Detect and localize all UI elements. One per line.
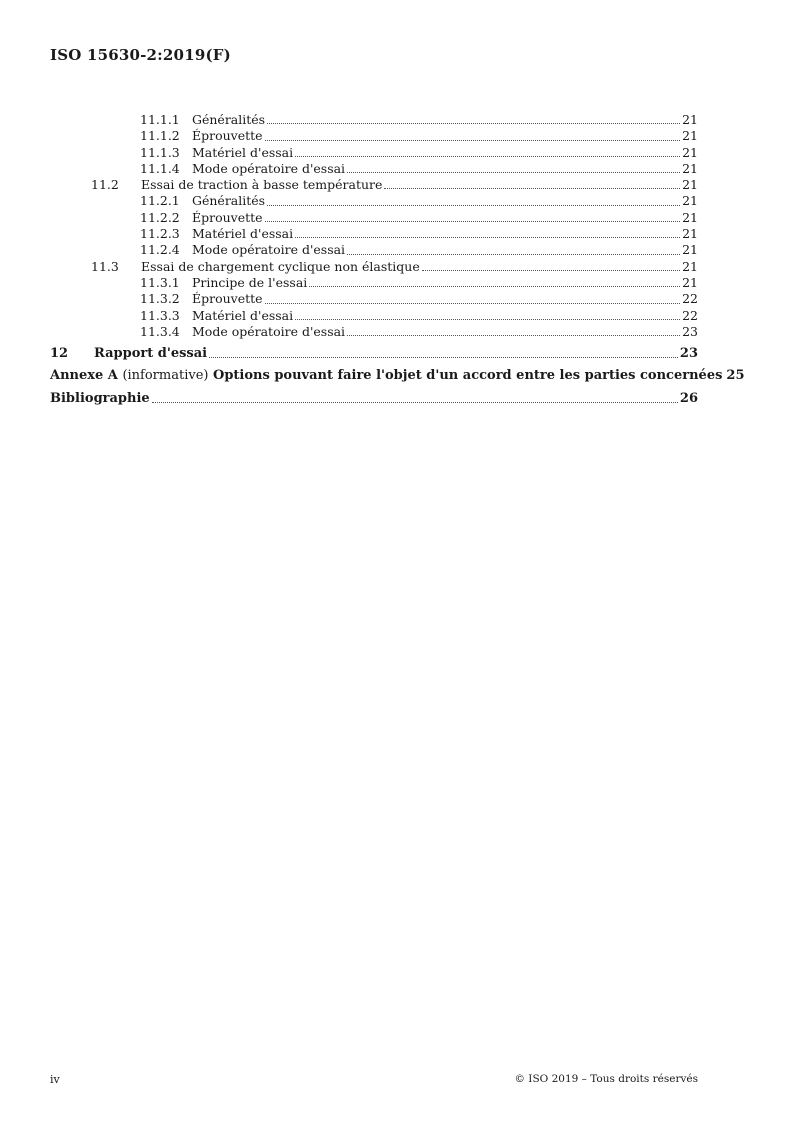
toc-entry-page: 23 [682, 323, 698, 339]
toc-entry-page: 25 [726, 368, 745, 384]
toc-leader-dots [347, 171, 680, 173]
toc-entry-page: 22 [682, 291, 698, 307]
toc-entry-annex-heading [50, 368, 722, 384]
annex-qualifier: (informative) [122, 368, 209, 384]
toc-leader-dots [309, 285, 680, 287]
toc-entry-page: 21 [682, 258, 698, 274]
toc-entry[interactable] [50, 242, 698, 258]
toc-entry-page: 21 [682, 128, 698, 144]
toc-entry-title: Généralités [192, 193, 266, 209]
toc-entry-bibliography[interactable] [50, 391, 698, 407]
toc-entry-number: 11.2.3 [140, 226, 180, 242]
toc-entry[interactable] [50, 128, 698, 144]
toc-entry-page: 21 [682, 112, 698, 127]
toc-entry[interactable] [50, 161, 698, 177]
toc-entry-page: 21 [682, 274, 698, 290]
toc-entry-page: 26 [679, 390, 698, 406]
toc-entry-number: 11.3.3 [140, 307, 180, 323]
toc-entry[interactable] [50, 259, 698, 275]
toc-entry[interactable] [50, 193, 698, 209]
toc-entry-title: Essai de chargement cyclique non élastique [141, 258, 420, 274]
toc-entry[interactable] [50, 145, 698, 161]
toc-leader-dots [209, 356, 678, 358]
toc-entry-title: Éprouvette [192, 128, 263, 144]
toc-leader-dots [295, 318, 680, 320]
copyright-notice: © ISO 2019 – Tous droits réservés [514, 1073, 698, 1085]
toc-entry-page: 21 [682, 144, 698, 160]
toc-entry-page: 21 [682, 177, 698, 193]
toc-entry-page: 21 [682, 226, 698, 242]
toc-entry-number: 11.1.3 [140, 144, 180, 160]
toc-entry-page: 21 [682, 193, 698, 209]
toc-entry-number: 11.2.1 [140, 193, 180, 209]
toc-entry-number: 11.3.2 [140, 291, 180, 307]
toc-entry-number: 11.1.2 [140, 128, 180, 144]
toc-entry-page: 23 [679, 346, 698, 362]
toc-entry-title: Options pouvant faire l'objet d'un accord entre les parties concernées [213, 368, 723, 384]
toc-entry-title: Éprouvette [192, 291, 263, 307]
toc-entry-number: 11.1.1 [140, 112, 180, 127]
toc-entry-annex-a[interactable] [50, 368, 745, 384]
toc-leader-dots [265, 139, 681, 141]
toc-entry-number: 11.3.1 [140, 274, 180, 290]
toc-entry-page: 21 [682, 242, 698, 258]
toc-entry-number: 11.1.4 [140, 160, 180, 176]
toc-leader-dots [152, 401, 678, 403]
toc-leader-dots [295, 155, 680, 157]
toc-entry-number: 11.2.2 [140, 209, 180, 225]
table-of-contents [50, 112, 745, 407]
toc-entry[interactable] [50, 112, 698, 128]
toc-entry-title: Généralités [192, 112, 266, 127]
toc-entry-title: Bibliographie [50, 390, 150, 406]
toc-entry-number: 11.2.4 [140, 242, 180, 258]
annex-prefix: Annexe A [50, 368, 118, 384]
toc-leader-dots [265, 220, 681, 222]
toc-leader-dots [265, 302, 681, 304]
toc-entry-page: 21 [682, 209, 698, 225]
toc-leader-dots [384, 187, 680, 189]
toc-entry[interactable] [50, 210, 698, 226]
toc-entry[interactable] [50, 177, 698, 193]
toc-entry-title: Matériel d'essai [192, 226, 294, 242]
toc-entry-number: 11.3 [91, 258, 119, 274]
toc-entry-title: Matériel d'essai [192, 144, 294, 160]
toc-entry[interactable] [50, 324, 698, 340]
toc-leader-dots [347, 253, 680, 255]
document-id-header: ISO 15630-2:2019(F) [50, 46, 231, 64]
toc-entry-page: 21 [682, 160, 698, 176]
toc-entry-number: 11.3.4 [140, 323, 180, 339]
toc-entry[interactable] [50, 275, 698, 291]
toc-entry[interactable] [50, 308, 698, 324]
toc-entry-title: Mode opératoire d'essai [192, 160, 346, 176]
toc-entry-title: Matériel d'essai [192, 307, 294, 323]
toc-leader-dots [267, 204, 680, 206]
toc-leader-dots [347, 334, 680, 336]
toc-entry-page: 22 [682, 307, 698, 323]
toc-entry[interactable] [50, 226, 698, 242]
toc-leader-dots [295, 236, 680, 238]
toc-entry-title: Principe de l'essai [192, 274, 308, 290]
toc-entry-title: Éprouvette [192, 209, 263, 225]
toc-entry-clause-12[interactable] [50, 346, 698, 362]
page-number: iv [50, 1073, 60, 1086]
toc-leader-dots [267, 122, 680, 124]
toc-entry-title: Essai de traction à basse température [141, 177, 383, 193]
toc-leader-dots [422, 269, 680, 271]
toc-entry-title: Rapport d'essai [94, 346, 208, 362]
toc-entry-title: Mode opératoire d'essai [192, 323, 346, 339]
toc-entry-number: 12 [50, 346, 69, 362]
toc-entry-title: Mode opératoire d'essai [192, 242, 346, 258]
toc-entry-number: 11.2 [91, 177, 119, 193]
toc-entry[interactable] [50, 291, 698, 307]
